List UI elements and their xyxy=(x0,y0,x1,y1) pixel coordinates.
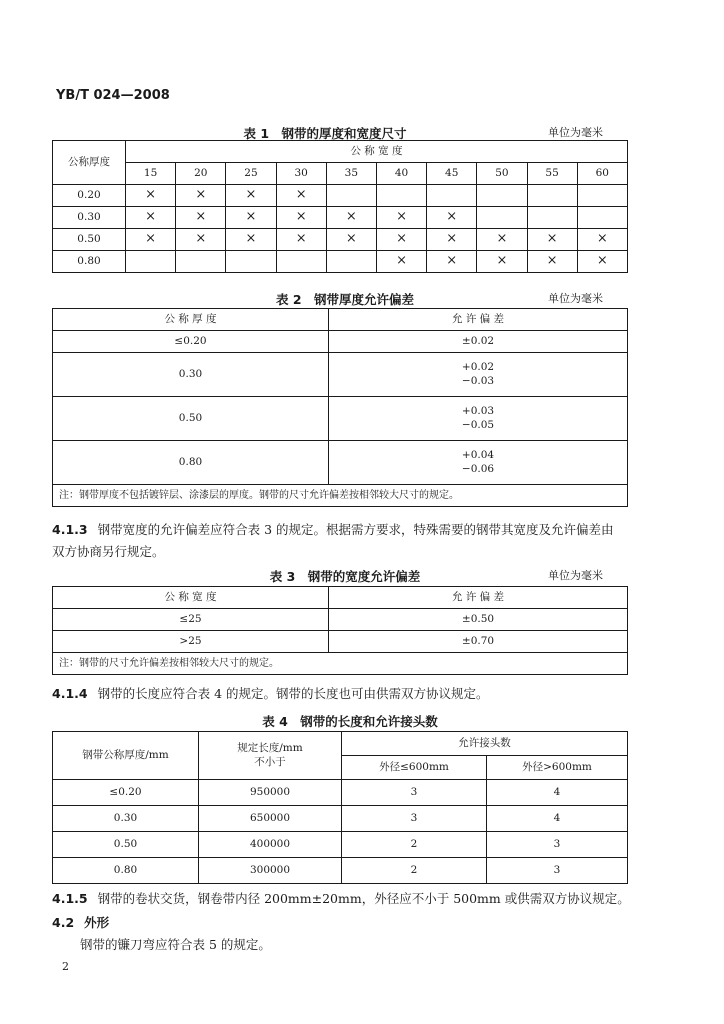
table2-unit: 单位为毫米 xyxy=(548,292,603,305)
table1-width-header: 55 xyxy=(527,163,577,185)
availability-mark: × xyxy=(176,185,226,207)
joints-large-cell: 3 xyxy=(487,858,628,884)
table-row xyxy=(53,185,628,207)
table4-header-thickness: 钢带公称厚度/mm xyxy=(53,732,199,780)
table-row xyxy=(53,806,628,832)
availability-mark: × xyxy=(176,207,226,229)
table1-col-group-header: 公 称 宽 度 xyxy=(126,141,628,163)
deviation-lower: −0.03 xyxy=(461,374,495,387)
table-row xyxy=(53,251,628,273)
empty-cell xyxy=(176,251,226,273)
width-cell: >25 xyxy=(53,631,329,653)
table-row xyxy=(53,397,628,441)
table4-header-joints: 允许接头数 xyxy=(342,732,628,756)
deviation-upper: +0.02 xyxy=(461,360,495,373)
table-row xyxy=(53,609,628,631)
thickness-cell: 0.50 xyxy=(53,397,329,441)
table-row xyxy=(53,441,628,485)
availability-mark: × xyxy=(427,229,477,251)
thickness-cell: 0.80 xyxy=(53,251,126,273)
section-title: 外形 xyxy=(84,915,110,930)
deviation-upper: +0.04 xyxy=(461,448,495,461)
joints-small-cell: 3 xyxy=(342,806,487,832)
width-cell: ≤25 xyxy=(53,609,329,631)
empty-cell xyxy=(477,207,527,229)
table4-header-length-line1: 规定长度/mm xyxy=(237,741,303,754)
table4-header-od-small: 外径≤600mm xyxy=(342,756,487,780)
availability-mark: × xyxy=(326,229,376,251)
table1-width-header: 60 xyxy=(577,163,627,185)
availability-mark: × xyxy=(577,229,627,251)
availability-mark: × xyxy=(527,251,577,273)
deviation-cell: ±0.02 xyxy=(329,331,628,353)
length-cell: 650000 xyxy=(199,806,342,832)
empty-cell xyxy=(577,185,627,207)
empty-cell xyxy=(527,185,577,207)
empty-cell xyxy=(276,251,326,273)
thickness-cell: ≤0.20 xyxy=(53,780,199,806)
clause-number: 4.1.5 xyxy=(52,891,88,906)
availability-mark: × xyxy=(427,251,477,273)
availability-mark: × xyxy=(276,185,326,207)
joints-small-cell: 3 xyxy=(342,780,487,806)
empty-cell xyxy=(477,185,527,207)
clause-number: 4.1.3 xyxy=(52,522,88,537)
table-row xyxy=(53,207,628,229)
section-4-2-text: 钢带的镰刀弯应符合表 5 的规定。 xyxy=(80,937,271,952)
table1-body xyxy=(53,185,628,273)
table1-caption: 表 1 钢带的厚度和宽度尺寸 xyxy=(243,126,407,141)
joints-large-cell: 4 xyxy=(487,806,628,832)
availability-mark: × xyxy=(427,207,477,229)
empty-cell xyxy=(326,185,376,207)
table4-header-length xyxy=(199,732,342,780)
table-row xyxy=(53,780,628,806)
table3 xyxy=(52,586,628,675)
table1-width-header: 45 xyxy=(427,163,477,185)
thickness-cell: 0.50 xyxy=(53,832,199,858)
table1-width-header: 30 xyxy=(276,163,326,185)
table1-row-header: 公称厚度 xyxy=(53,141,126,185)
availability-mark: × xyxy=(577,251,627,273)
table1-width-header: 25 xyxy=(226,163,276,185)
table1-width-header: 40 xyxy=(376,163,426,185)
thickness-cell: 0.30 xyxy=(53,353,329,397)
deviation-lower: −0.05 xyxy=(461,418,495,431)
joints-large-cell: 4 xyxy=(487,780,628,806)
table4-caption: 表 4 钢带的长度和允许接头数 xyxy=(262,714,438,729)
thickness-cell: 0.20 xyxy=(53,185,126,207)
deviation-cell xyxy=(329,397,628,441)
empty-cell xyxy=(427,185,477,207)
page-number: 2 xyxy=(62,960,69,973)
thickness-cell: 0.80 xyxy=(53,858,199,884)
availability-mark: × xyxy=(376,229,426,251)
clause-4-1-4 xyxy=(52,683,489,705)
section-4-2-heading xyxy=(52,912,119,934)
empty-cell xyxy=(326,251,376,273)
table3-header-deviation: 允 许 偏 差 xyxy=(329,587,628,609)
clause-text: 钢带的卷状交货，钢卷带内径 200mm±20mm，外径应不小于 500mm 或供需双方协议规定。 xyxy=(97,891,630,906)
table1-width-header: 15 xyxy=(126,163,176,185)
clause-number: 4.1.4 xyxy=(52,686,88,701)
availability-mark: × xyxy=(226,229,276,251)
table1-width-header: 35 xyxy=(326,163,376,185)
clause-4-1-5 xyxy=(52,888,630,910)
deviation-lower: −0.06 xyxy=(461,462,495,475)
table2 xyxy=(52,308,628,507)
document-code: YB/T 024—2008 xyxy=(56,88,170,103)
table-row xyxy=(53,229,628,251)
thickness-cell: 0.30 xyxy=(53,806,199,832)
availability-mark: × xyxy=(126,207,176,229)
clause-4-1-3 xyxy=(52,519,614,541)
table-row xyxy=(53,353,628,397)
thickness-cell: 0.50 xyxy=(53,229,126,251)
length-cell: 950000 xyxy=(199,780,342,806)
empty-cell xyxy=(577,207,627,229)
clause-text: 钢带的长度应符合表 4 的规定。钢带的长度也可由供需双方协议规定。 xyxy=(97,686,489,701)
table3-note: 注：钢带的尺寸允许偏差按相邻较大尺寸的规定。 xyxy=(53,653,628,675)
table3-unit: 单位为毫米 xyxy=(548,569,603,582)
deviation-cell: ±0.50 xyxy=(329,609,628,631)
availability-mark: × xyxy=(477,229,527,251)
table3-caption: 表 3 钢带的宽度允许偏差 xyxy=(269,569,421,584)
availability-mark: × xyxy=(276,229,326,251)
deviation-cell: ±0.70 xyxy=(329,631,628,653)
length-cell: 300000 xyxy=(199,858,342,884)
deviation-upper: +0.03 xyxy=(461,404,495,417)
table1-width-header: 50 xyxy=(477,163,527,185)
availability-mark: × xyxy=(126,229,176,251)
table1-unit: 单位为毫米 xyxy=(548,126,603,139)
table1-width-row xyxy=(53,163,628,185)
availability-mark: × xyxy=(126,185,176,207)
availability-mark: × xyxy=(326,207,376,229)
availability-mark: × xyxy=(477,251,527,273)
length-cell: 400000 xyxy=(199,832,342,858)
table2-caption: 表 2 钢带厚度允许偏差 xyxy=(275,292,415,307)
empty-cell xyxy=(226,251,276,273)
availability-mark: × xyxy=(276,207,326,229)
joints-large-cell: 3 xyxy=(487,832,628,858)
empty-cell xyxy=(527,207,577,229)
table2-header-deviation: 允 许 偏 差 xyxy=(329,309,628,331)
table2-note: 注：钢带厚度不包括镀锌层、涂漆层的厚度。钢带的尺寸允许偏差按相邻较大尺寸的规定。 xyxy=(53,485,628,507)
table1-width-header: 20 xyxy=(176,163,226,185)
table4 xyxy=(52,731,628,884)
availability-mark: × xyxy=(226,207,276,229)
table2-header-thickness: 公 称 厚 度 xyxy=(53,309,329,331)
thickness-cell: 0.30 xyxy=(53,207,126,229)
deviation-cell xyxy=(329,353,628,397)
thickness-cell: ≤0.20 xyxy=(53,331,329,353)
table-row xyxy=(53,832,628,858)
table4-header-length-line2: 不小于 xyxy=(254,755,286,768)
availability-mark: × xyxy=(376,251,426,273)
empty-cell xyxy=(376,185,426,207)
availability-mark: × xyxy=(176,229,226,251)
thickness-cell: 0.80 xyxy=(53,441,329,485)
empty-cell xyxy=(126,251,176,273)
availability-mark: × xyxy=(226,185,276,207)
joints-small-cell: 2 xyxy=(342,858,487,884)
table1 xyxy=(52,140,628,273)
table4-header-od-large: 外径>600mm xyxy=(487,756,628,780)
table-row xyxy=(53,331,628,353)
clause-4-1-3-continued: 双方协商另行规定。 xyxy=(52,544,165,559)
clause-text: 钢带宽度的允许偏差应符合表 3 的规定。根据需方要求，特殊需要的钢带其宽度及允许偏差由 xyxy=(97,522,614,537)
availability-mark: × xyxy=(376,207,426,229)
section-number: 4.2 xyxy=(52,915,75,930)
table3-header-width: 公 称 宽 度 xyxy=(53,587,329,609)
table-row xyxy=(53,858,628,884)
table-row xyxy=(53,631,628,653)
joints-small-cell: 2 xyxy=(342,832,487,858)
deviation-cell xyxy=(329,441,628,485)
availability-mark: × xyxy=(527,229,577,251)
